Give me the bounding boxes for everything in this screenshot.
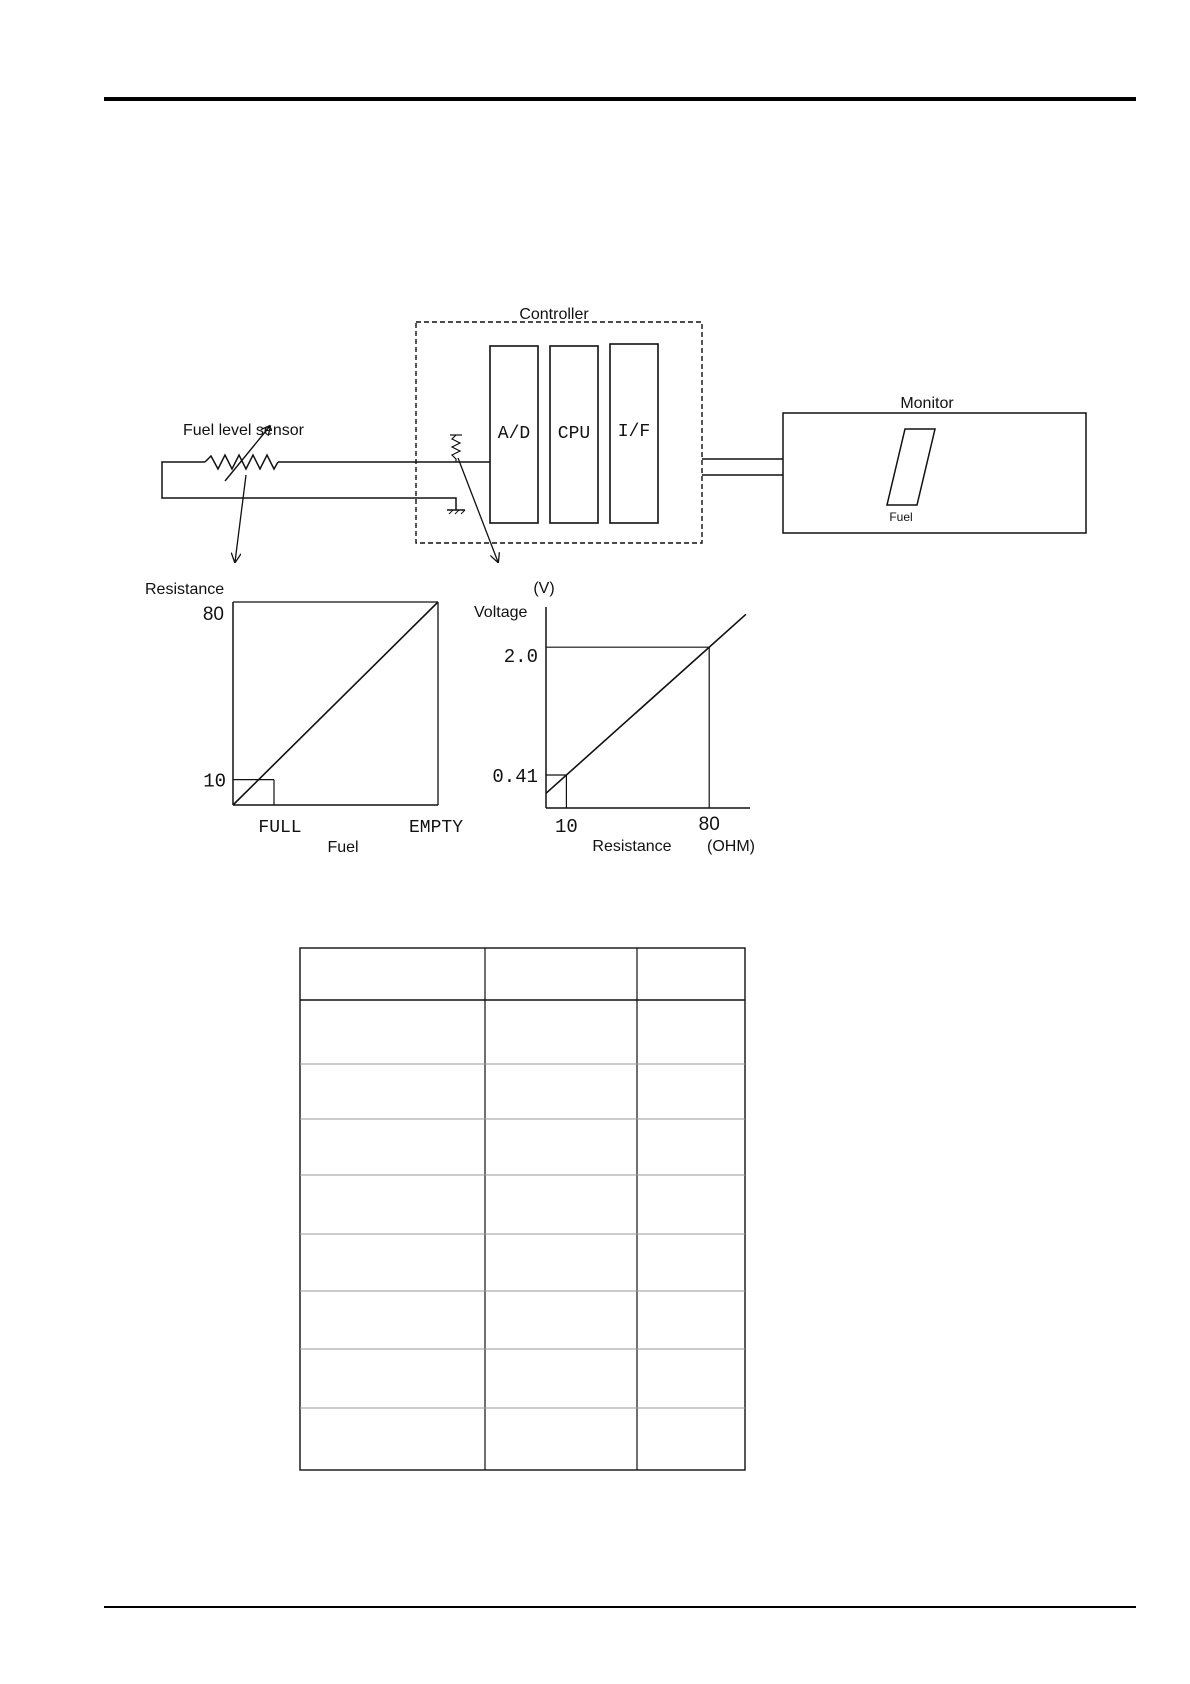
chart1-series-line bbox=[233, 602, 438, 805]
chart2-series-line bbox=[546, 614, 746, 793]
chart2-ylabel: Voltage bbox=[474, 604, 528, 621]
ad-block-label: A/D bbox=[497, 424, 531, 444]
chart2-xlabel: Resistance bbox=[592, 838, 672, 855]
chart2-xunit: (OHM) bbox=[707, 838, 755, 855]
sensor-to-chart-arrow bbox=[235, 475, 246, 562]
resistance-chart bbox=[145, 581, 463, 856]
fuel-gauge-label: Fuel bbox=[889, 510, 913, 524]
voltage-chart bbox=[474, 580, 755, 855]
if-block-label: I/F bbox=[617, 422, 651, 442]
chart2-yunit: (V) bbox=[533, 580, 555, 597]
chart2-ytick-2.0: 2.0 bbox=[503, 646, 538, 669]
controller-title: Controller bbox=[519, 306, 589, 323]
sensor-label: Fuel level sensor bbox=[183, 422, 304, 439]
fuel-gauge-icon bbox=[887, 429, 935, 505]
chart1-ytick-10: 10 bbox=[203, 770, 226, 793]
chart2-xtick-10: 10 bbox=[554, 816, 578, 838]
chart2-ytick-0.41: 0.41 bbox=[492, 766, 538, 789]
chart1-xtick-empty: EMPTY bbox=[408, 818, 464, 838]
chart1-xtick-full: FULL bbox=[258, 818, 302, 838]
chart1-ytick-80: 80 bbox=[202, 604, 224, 625]
data-table bbox=[300, 948, 745, 1470]
fuel-level-sensor-resistor bbox=[205, 455, 278, 469]
chart1-xlabel: Fuel bbox=[327, 839, 359, 856]
bottom-rule bbox=[104, 1606, 1136, 1608]
table-border bbox=[300, 948, 745, 1470]
sensor-circuit-wire bbox=[162, 462, 456, 510]
cpu-block-label: CPU bbox=[557, 424, 591, 444]
monitor-title: Monitor bbox=[900, 395, 954, 412]
chart2-xtick-80: 80 bbox=[698, 814, 720, 835]
chart1-ylabel: Resistance bbox=[145, 581, 225, 598]
pullup-resistor-icon bbox=[452, 435, 460, 462]
